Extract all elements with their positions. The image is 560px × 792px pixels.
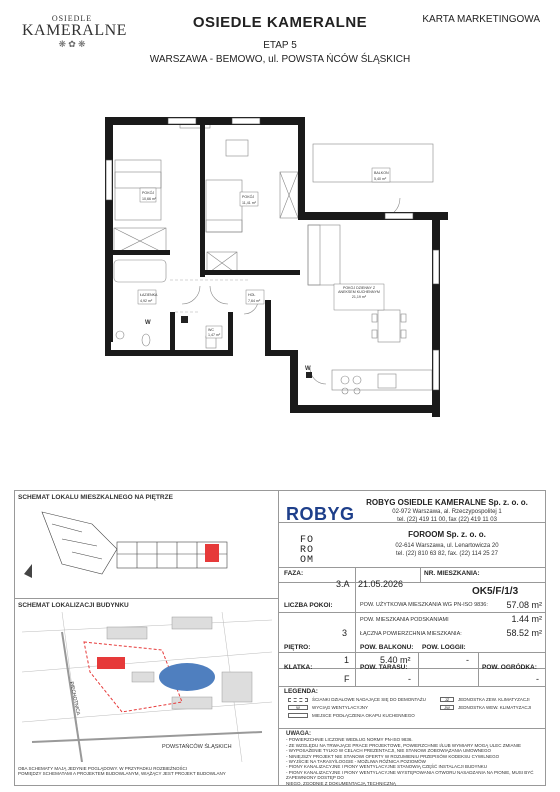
room-salon-name: POKÓJ DZIENNY Z ANEKSEM KUCHENNYM bbox=[338, 286, 380, 295]
robyg-address: 02-972 Warszawa, al. Rzeczypospolitej 1 tel. (22) 419 11 00, fax (22) 419 11 03 bbox=[392, 509, 502, 523]
room-hol-name: HOL bbox=[248, 293, 256, 297]
vent-marker-2 bbox=[306, 372, 312, 378]
room-hol-area: 7,64 m² bbox=[248, 299, 261, 303]
legend-title: LEGENDA: bbox=[284, 688, 318, 695]
balkon-value: 5.40 m² bbox=[380, 655, 411, 665]
schemat-lokalizacji-title: SCHEMAT LOKALIZACJI BUDYNKU bbox=[18, 602, 129, 609]
room-wc-area: 1,47 m² bbox=[208, 333, 221, 337]
bed-2 bbox=[206, 180, 242, 232]
balkon-label: POW. BALKONU: bbox=[360, 644, 414, 651]
room-pokoj1-name: POKÓJ bbox=[142, 191, 155, 195]
street-powstancow: POWSTAŃCÓW ŚLĄSKICH bbox=[162, 744, 232, 750]
notes-title: UWAGA: bbox=[286, 731, 311, 737]
note-line-1: - POWIERZCHNIE LICZONE WEDŁUG NORMY PN-ISO 9836. bbox=[286, 737, 413, 743]
legend-item3: MIEJSCE PODŁĄCZENIA OKAPU KUCHENNEGO bbox=[312, 713, 415, 718]
pow-laczna-label: ŁĄCZNA POWIERZCHNIA MIESZKANIA: bbox=[360, 631, 462, 637]
pond bbox=[159, 663, 215, 691]
legend-item1: ŚCIANKI DZIAŁOWE NADAJĄCE SIĘ DO DEMONTAŻU bbox=[312, 697, 426, 702]
pow-skosy-value: 1.44 m² bbox=[511, 614, 542, 624]
foroom-address: 02-614 Warszawa, ul. Lenartowicza 20 tel. (22) 810 63 82, fax. (22) 114 25 27 bbox=[395, 543, 499, 557]
ogrodek-label: POW. OGRÓDKA: bbox=[482, 664, 537, 671]
pokoje-value: 3 bbox=[342, 628, 348, 638]
logo-line2: KAMERALNE bbox=[22, 22, 127, 39]
loggia-label: POW. LOGGII: bbox=[422, 644, 466, 651]
page-title: OSIEDLE KAMERALNE bbox=[192, 14, 368, 31]
foroom-name: FOROOM Sp. z. o. o. bbox=[408, 530, 486, 539]
pietro-label: PIĘTRO: bbox=[284, 644, 311, 651]
etap-label: ETAP 5 bbox=[263, 40, 297, 51]
room-wc-name: WC bbox=[208, 328, 214, 332]
robyg-logo: ROBYG bbox=[286, 504, 355, 524]
room-pokoj2-area: 11,41 m² bbox=[242, 201, 256, 205]
document-type: KARTA MARKETINGOWA bbox=[422, 14, 540, 25]
dining-table bbox=[378, 310, 400, 342]
room-lazienka-area: 4,92 m² bbox=[140, 299, 153, 303]
floor-plan bbox=[0, 100, 560, 490]
logo-line1: OSIEDLE bbox=[51, 14, 93, 23]
room-balkon-name: BALKON bbox=[374, 171, 389, 175]
room-lazienka-name: ŁAZIENKA bbox=[140, 293, 158, 297]
walls bbox=[105, 117, 448, 417]
klatka-label: KLATKA: bbox=[284, 664, 313, 671]
faza-label: FAZA: bbox=[284, 570, 304, 577]
legend-hood-icon bbox=[288, 713, 308, 718]
location-map bbox=[22, 612, 272, 762]
kitchen-counter bbox=[332, 370, 432, 390]
note-line-6: - PIONY KANALIZACYJNE I PIONY WENTYLACYJNE STANOWIĄ CZĘŚĆ INSTALACJI BUDYNKU bbox=[286, 764, 487, 770]
legend-jz-icon: JZ bbox=[440, 697, 454, 702]
pow-laczna-value: 58.52 m² bbox=[506, 628, 542, 638]
vent-w-label-2: W bbox=[305, 366, 311, 372]
room-pokoj2-name: POKÓJ bbox=[242, 195, 255, 199]
notes bbox=[286, 732, 544, 786]
legend-vent-icon: W bbox=[288, 705, 308, 710]
street-piechotnica: PIECHOTNICA bbox=[68, 681, 82, 716]
legend-jw-icon: JW bbox=[440, 705, 454, 710]
legend-item5: JEDNOSTKA WEW. KLIMATYZACJI bbox=[458, 705, 532, 710]
room-salon-area: 21,19 m² bbox=[351, 294, 367, 299]
legend-dashed-wall-icon bbox=[288, 698, 308, 702]
nr-mieszkania-value: OK5/F/1/3 bbox=[472, 586, 519, 597]
pow-skosy-label: POW. MIESZKANIA PODSKANIAMI bbox=[360, 617, 449, 623]
room-pokoj1-area: 10,66 m² bbox=[142, 197, 157, 201]
nr-mieszkania-label: NR. MIESZKANIA: bbox=[424, 570, 480, 577]
date-value: 21.05.2026 bbox=[358, 579, 404, 589]
bathtub bbox=[114, 260, 166, 282]
note-line-5: - WYJŚCIE NA TARASY/LOGGIE - MOŻLIWA RÓŻNICA POZIOMÓW bbox=[286, 759, 426, 765]
pietro-value: 1 bbox=[344, 655, 350, 665]
building-highlight bbox=[97, 657, 125, 669]
room-balkon-area: 5,40 m² bbox=[374, 177, 387, 181]
note-line-8: NIEGO, ZGODNIE Z DOKUMENTACJĄ TECHNICZNĄ bbox=[286, 780, 396, 786]
klatka-value: F bbox=[344, 674, 350, 684]
note-line-4: - NINIEJSZY PROJEKT NIE STANOWI OFERTY W ROZUMIENIU PRZEPISÓW KODEKSU CYWILNEGO bbox=[286, 753, 500, 759]
pokoje-label: LICZBA POKOI: bbox=[284, 602, 333, 609]
note-line-7: - PIONY KANALIZACYJNE I PIONY WENTYLACYJNE WYSTĘPOWANIA OTWORU NASADZANIA NA PIONIE, MUSI BYĆ ZAPEWNIONY DOSTĘP DO bbox=[286, 769, 534, 781]
logo-ornament-icon: ❋ ✿ ❋ bbox=[58, 39, 86, 49]
apartment-highlight bbox=[205, 544, 219, 562]
ogrodek-value: - bbox=[536, 674, 539, 684]
taras-value: - bbox=[408, 674, 411, 684]
faza-value: 3.A bbox=[336, 579, 350, 589]
location-label: WARSZAWA - BEMOWO, ul. POWSTA ŃCÓW ŚLĄSKICH bbox=[149, 54, 411, 65]
sofa bbox=[308, 225, 340, 285]
north-arrow-icon bbox=[24, 564, 32, 578]
robyg-name: ROBYG OSIEDLE KAMERALNE Sp. z. o. o. bbox=[366, 498, 528, 507]
osiedle-kameralne-logo bbox=[22, 14, 127, 50]
taras-label: POW. TARASU: bbox=[360, 664, 408, 671]
vent-marker-1 bbox=[181, 316, 188, 323]
pow-uzytkowa-label: POW. UŻYTKOWA MIESZKANIA WG PN-ISO 9836: bbox=[360, 602, 488, 608]
schemat-lokalu-title: SCHEMAT LOKALU MIESZKALNEGO NA PIĘTRZE bbox=[18, 494, 173, 501]
legend-item4: JEDNOSTKA ZEW. KLIMATYZACJI bbox=[458, 697, 530, 702]
floor-schematic bbox=[22, 504, 272, 592]
vent-w-label-1: W bbox=[145, 320, 151, 326]
pow-uzytkowa-value: 57.08 m² bbox=[506, 600, 542, 610]
note-line-3: - WYPOSAŻENIE TYLKO W CELACH PREZENTACJI, NIE STANOWI ZOBOWIĄZANIA UMOWNEGO bbox=[286, 748, 492, 754]
footer-disclaimer: OBA SCHEMATY MAJĄ JEDYNIE POGLĄDOWY. W PRZYPADKU ROZBIEŻNOŚCI POMIĘDZY SCHEMATAMI A PROJEKTEM BUDOWLANYM, WIĄŻĄCY JEST PROJEKT BUDOWLANY bbox=[18, 766, 226, 777]
note-line-2: - ZE WZGLĘDU NA TRWAJĄCE PRACE PROJEKTOWE, POWIERZCHNIE I/LUB WYMIARY MOGĄ ULEC ZMIANIE bbox=[286, 742, 521, 748]
legend-item2: WYCIĄG WENTYLACYJNY bbox=[312, 705, 369, 710]
loggia-value: - bbox=[466, 655, 469, 665]
foroom-logo: FO RO OM bbox=[300, 535, 315, 566]
